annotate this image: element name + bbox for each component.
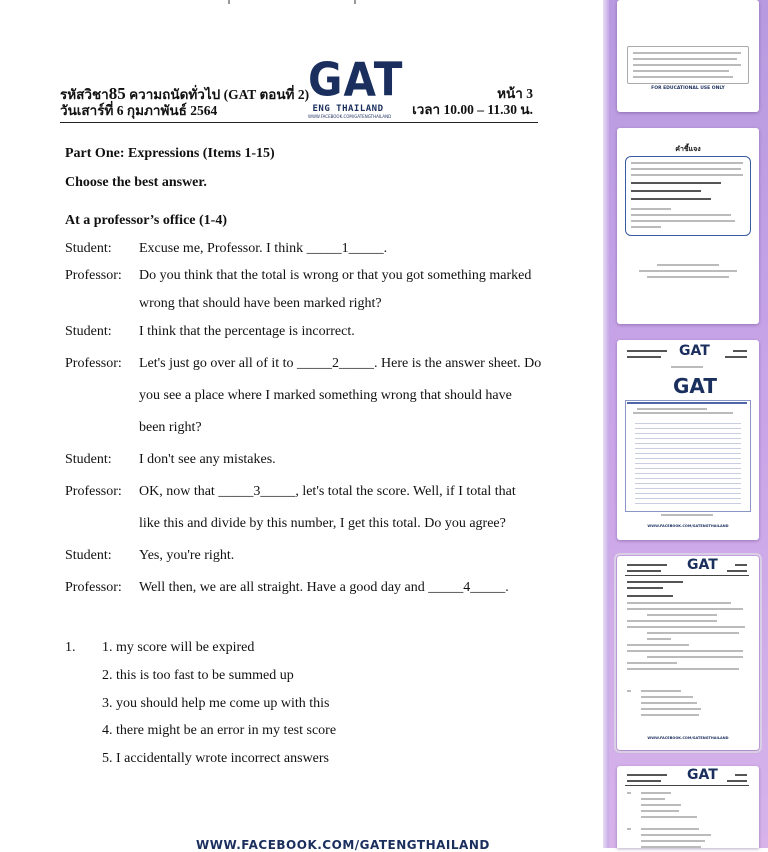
thumb-line <box>633 64 741 66</box>
footer-url: WWW.FACEBOOK.COM/GATENGTHAILAND <box>196 838 490 852</box>
thumb-answer-grid <box>635 420 741 504</box>
page-thumbnail-1[interactable] <box>617 0 759 112</box>
thumb-line <box>641 810 679 812</box>
speaker-label: Professor: <box>65 356 122 371</box>
thumb-line <box>627 650 743 652</box>
thumb-line <box>631 220 735 222</box>
thumb-line <box>727 780 747 782</box>
thumb-line <box>627 595 673 597</box>
dialogue-line <box>65 548 234 564</box>
dialogue-text: Yes, you're right. <box>139 548 235 563</box>
thumb-line <box>725 356 747 358</box>
dialogue-text: Do you think that the total is wrong or that you got something marked <box>139 268 532 283</box>
thumb-line <box>631 182 721 184</box>
speaker-label: Student: <box>65 241 112 256</box>
logo-url-text: WWW.FACEBOOK.COM/GATENGTHAILAND <box>308 114 392 119</box>
thumb-line <box>641 804 681 806</box>
thumb-line <box>627 774 667 776</box>
answer-option: 4. there might be an error in my test score <box>102 723 337 738</box>
thumb-line <box>631 174 743 176</box>
speaker-label: Student: <box>65 324 112 339</box>
thumb-line <box>631 208 671 210</box>
thumb-line <box>633 58 737 60</box>
thumb-line <box>627 690 631 692</box>
dialogue-line <box>65 241 387 257</box>
thumb-line <box>627 626 745 628</box>
thumb-line <box>633 412 733 414</box>
exam-date: วันเสาร์ที่ 6 กุมภาพันธ์ 2564 <box>60 103 218 118</box>
thumb-line <box>647 638 671 640</box>
scene-title: At a professor’s office (1-4) <box>65 213 227 228</box>
thumb-line <box>633 70 729 72</box>
header-rule <box>60 122 538 123</box>
thumb-line <box>627 780 661 782</box>
thumb-line <box>627 644 689 646</box>
dialogue-line <box>65 484 516 500</box>
thumb-line <box>735 564 747 566</box>
dialogue-line <box>65 356 541 372</box>
dialogue-text: Excuse me, Professor. I think _____1_____. <box>139 241 388 256</box>
thumb-line <box>641 840 705 842</box>
thumb-line <box>627 350 667 352</box>
answer-option: 2. this is too fast to be summed up <box>102 668 294 683</box>
thumb-line <box>633 76 733 78</box>
thumb-line <box>641 834 711 836</box>
gat-eng-thailand-logo <box>308 52 404 119</box>
logo-eng-thailand-text: ENG THAILAND <box>312 104 384 114</box>
dialogue-text: been right? <box>139 420 202 435</box>
subject-line <box>60 86 309 103</box>
page-number: หน้า 3 <box>497 86 533 101</box>
dialogue-line <box>65 452 276 468</box>
thumb-line <box>627 402 747 404</box>
thumb-rule <box>625 785 749 786</box>
thumb-line <box>627 581 683 583</box>
page-edge-mark <box>228 0 230 4</box>
thumb-line <box>627 828 631 830</box>
thumb-line <box>641 828 699 830</box>
logo-gat-text: GAT <box>308 52 404 107</box>
page-thumbnail-sidebar[interactable] <box>603 0 768 848</box>
dialogue-line <box>65 580 509 596</box>
thumb-line <box>657 264 719 266</box>
previous-page-edge <box>170 0 400 6</box>
thumb-gat-logo-large: GAT <box>673 374 717 398</box>
page-thumbnail-4[interactable] <box>617 556 759 750</box>
thumb-footer: WWW.FACEBOOK.COM/GATENGTHAILAND <box>647 736 729 740</box>
thumb-line <box>627 564 667 566</box>
subject-prefix: รหัสวิชา <box>60 87 109 102</box>
thumb-line <box>627 620 717 622</box>
page-thumbnail-3[interactable] <box>617 340 759 540</box>
page-thumbnail-2[interactable] <box>617 128 759 324</box>
thumb-line <box>641 816 697 818</box>
speaker-label: Professor: <box>65 484 122 499</box>
thumb-line <box>639 270 737 272</box>
thumb-line <box>633 52 741 54</box>
speaker-label: Student: <box>65 548 112 563</box>
thumb-stamp: FOR EDUCATIONAL USE ONLY <box>651 86 725 91</box>
dialogue-text: wrong that should have been marked right? <box>139 296 382 311</box>
part-title: Part One: Expressions (Items 1-15) <box>65 146 275 161</box>
thumb-footer: WWW.FACEBOOK.COM/GATENGTHAILAND <box>647 524 729 528</box>
thumb-line <box>641 792 671 794</box>
thumb-line <box>641 696 693 698</box>
speaker-label: Student: <box>65 452 112 467</box>
thumb-gat-logo: GAT <box>687 767 718 783</box>
exam-header-right <box>412 86 533 118</box>
thumb-line <box>631 190 701 192</box>
thumb-line <box>671 366 703 368</box>
dialogue-text: Let's just go over all of it to _____2_____. Here is the answer sheet. Do <box>139 356 542 371</box>
thumb-line <box>647 632 739 634</box>
thumb-gat-logo: GAT <box>687 557 718 573</box>
thumb-gat-logo: GAT <box>679 343 710 359</box>
thumb-line <box>647 656 743 658</box>
speaker-label: Professor: <box>65 268 122 283</box>
thumb-title: คำชี้แจง <box>675 145 701 153</box>
thumb-line <box>661 514 713 516</box>
thumb-line <box>627 792 631 794</box>
thumb-line <box>733 350 747 352</box>
thumb-line <box>647 614 717 616</box>
dialogue-text: OK, now that _____3_____, let's total the score. Well, if I total that <box>139 484 516 499</box>
thumb-line <box>627 662 677 664</box>
answer-option: 3. you should help me come up with this <box>102 696 330 711</box>
page-edge-mark <box>354 0 356 4</box>
thumb-line <box>735 774 747 776</box>
subject-code: 85 <box>108 84 126 103</box>
page-thumbnail-5[interactable] <box>617 766 759 848</box>
answer-option: 5. I accidentally wrote incorrect answers <box>102 751 330 766</box>
exam-header-left <box>60 86 309 119</box>
question-number: 1. <box>65 640 76 655</box>
thumb-line <box>641 702 697 704</box>
thumb-line <box>627 602 731 604</box>
thumb-line <box>627 608 743 610</box>
answer-option: 1. my score will be expired <box>102 640 255 655</box>
dialogue-text: like this and divide by this number, I get this total. Do you agree? <box>139 516 506 531</box>
thumb-line <box>647 276 729 278</box>
thumb-line <box>631 162 743 164</box>
thumb-line <box>637 408 707 410</box>
thumb-line <box>641 690 681 692</box>
instruction: Choose the best answer. <box>65 175 207 190</box>
thumb-rule <box>625 575 749 576</box>
thumb-line <box>627 570 661 572</box>
speaker-label: Professor: <box>65 580 122 595</box>
thumb-line <box>631 226 661 228</box>
thumb-line <box>627 587 663 589</box>
thumb-line <box>641 708 701 710</box>
thumb-line <box>641 798 665 800</box>
thumb-line <box>627 356 661 358</box>
dialogue-text: I think that the percentage is incorrect. <box>139 324 355 339</box>
thumb-line <box>631 168 741 170</box>
subject-name: ความถนัดทั่วไป (GAT ตอนที่ 2) <box>129 87 310 102</box>
thumb-line <box>727 570 747 572</box>
dialogue-text: you see a place where I marked something wrong that should have <box>139 388 512 403</box>
dialogue-text: I don't see any mistakes. <box>139 452 276 467</box>
thumb-line <box>641 714 699 716</box>
exam-time: เวลา 10.00 – 11.30 น. <box>412 102 533 117</box>
dialogue-line <box>65 268 531 284</box>
thumb-line <box>627 668 739 670</box>
thumb-line <box>631 198 711 200</box>
dialogue-line <box>65 324 355 340</box>
dialogue-text: Well then, we are all straight. Have a good day and _____4_____. <box>139 580 509 595</box>
thumb-line <box>631 214 731 216</box>
